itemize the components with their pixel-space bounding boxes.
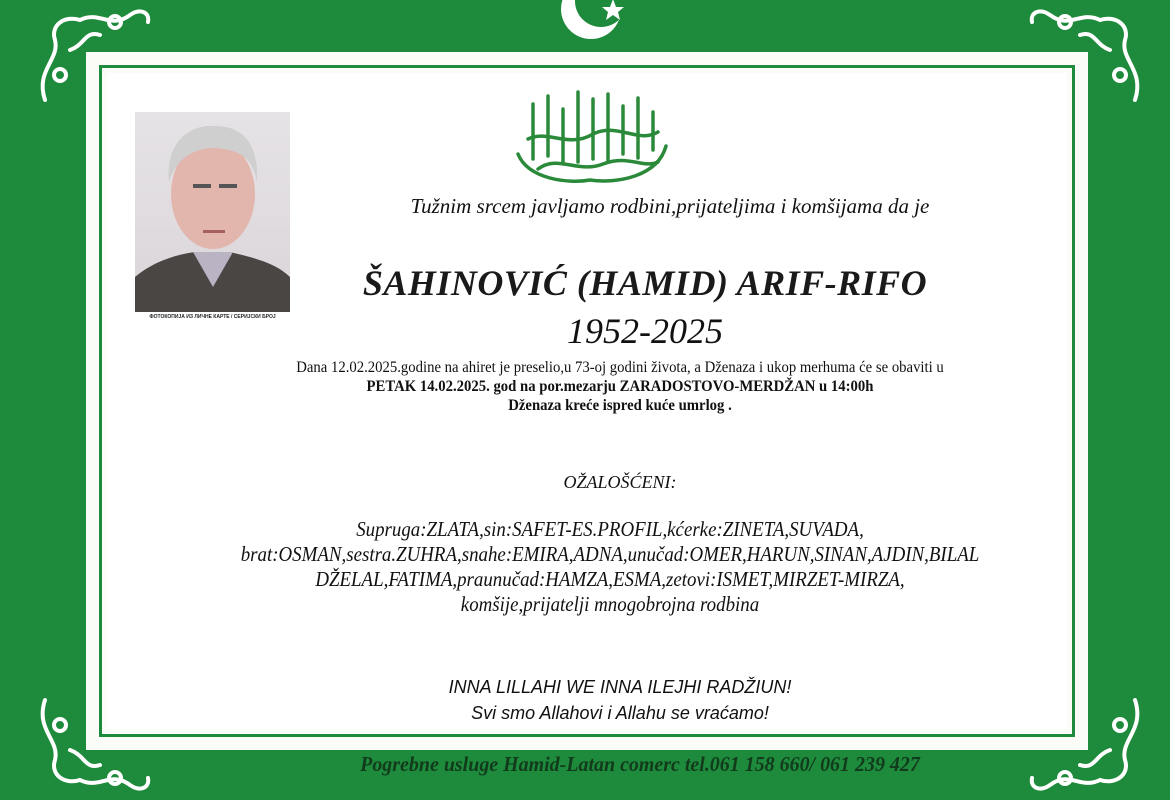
corner-ornament-icon <box>30 690 160 800</box>
family-line: komšije,prijatelji mnogobrojna rodbina <box>460 592 760 616</box>
family-line: brat:OSMAN,sestra.ZUHRA,snahe:EMIRA,ADNA,unučad:OMER,HARUN,SINAN,AJDIN,BILAL <box>240 542 980 566</box>
arabic-calligraphy-icon <box>508 84 673 194</box>
info-mid: god na por.mezarju <box>489 378 620 395</box>
family-line: Supruga:ZLATA,sin:SAFET-ES.PROFIL,kćerke:ZINETA,SUVADA, <box>356 517 864 541</box>
closing-prayer <box>300 674 940 726</box>
funeral-service-footer: Pogrebne usluge Hamid-Latan comerc tel.061 158 660/ 061 239 427 <box>360 752 920 776</box>
info-line-2 <box>178 377 1061 396</box>
corner-ornament-icon <box>30 0 160 110</box>
info-date: PETAK 14.02.2025. <box>366 378 490 395</box>
corner-ornament-icon <box>1020 0 1150 110</box>
photo-caption: ФОТОКОПИЈА ИЗ ЛИЧНЕ КАРТЕ / СЕРИЈСКИ БРОЈ <box>135 312 290 322</box>
funeral-info <box>178 358 1061 415</box>
deceased-name: ŠAHINOVIĆ (HAMID) ARIF-RIFO <box>362 263 928 303</box>
info-line-3: Dženaza kreće ispred kuće umrlog . <box>508 397 732 414</box>
info-place: ZARADOSTOVO-MERDŽAN u 14:00h <box>619 378 874 395</box>
corner-ornament-icon <box>1020 690 1150 800</box>
closing-line-1: INNA LILLAHI WE INNA ILEJHI RADŽIUN! <box>448 677 792 697</box>
family-list <box>178 517 1042 617</box>
crescent-star-icon <box>555 0 635 47</box>
family-line: DŽELAL,FATIMA,praunučad:HAMZA,ESMA,zetovi:ISMET,MIRZET-MIRZA, <box>315 567 905 591</box>
closing-line-2: Svi smo Allahovi i Allahu se vraćamo! <box>471 703 769 723</box>
intro-text: Tužnim srcem javljamo rodbini,prijateljima i komšijama da je <box>410 194 930 218</box>
mourners-heading: OŽALOŠĆENI: <box>563 472 677 492</box>
info-line-1: Dana 12.02.2025.godine na ahiret je preselio,u 73-oj godini života, a Dženaza i ukop merhuma će se obaviti u <box>296 359 944 376</box>
life-years: 1952-2025 <box>567 311 723 351</box>
deceased-photo <box>135 112 290 322</box>
